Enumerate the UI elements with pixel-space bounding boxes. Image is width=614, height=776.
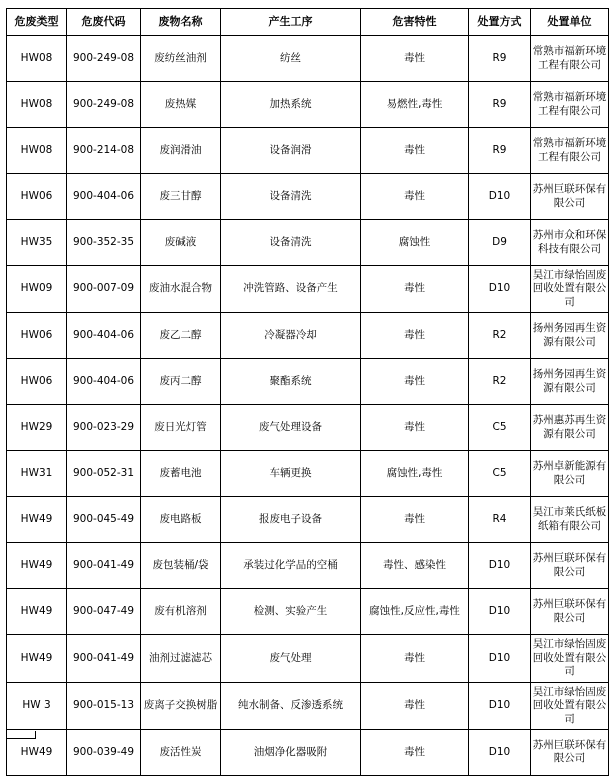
cell-process: 冷凝器冷却 [221, 313, 361, 359]
cell-process: 加热系统 [221, 82, 361, 128]
table-continuation-stub [6, 731, 36, 739]
cell-disposal: D10 [469, 266, 531, 313]
cell-unit: 苏州惠苏再生资源有限公司 [531, 405, 609, 451]
cell-unit: 苏州卓新能源有限公司 [531, 451, 609, 497]
cell-process: 设备清洗 [221, 174, 361, 220]
cell-hazard: 毒性 [361, 36, 469, 82]
cell-category: HW06 [7, 359, 67, 405]
table-row [7, 497, 609, 543]
cell-disposal: C5 [469, 451, 531, 497]
cell-category: HW31 [7, 451, 67, 497]
cell-code: 900-047-49 [67, 589, 141, 635]
cell-hazard: 毒性、感染性 [361, 543, 469, 589]
cell-code: 900-404-06 [67, 359, 141, 405]
cell-process: 油烟净化器吸附 [221, 729, 361, 775]
cell-hazard: 毒性 [361, 405, 469, 451]
cell-name: 废包装桶/袋 [141, 543, 221, 589]
cell-name: 废三甘醇 [141, 174, 221, 220]
cell-unit: 苏州巨联环保有限公司 [531, 729, 609, 775]
cell-category: HW08 [7, 82, 67, 128]
table-row [7, 451, 609, 497]
cell-unit: 昊江市绿怡固废回收处置有限公司 [531, 266, 609, 313]
cell-disposal: D10 [469, 174, 531, 220]
cell-code: 900-404-06 [67, 174, 141, 220]
cell-hazard: 毒性 [361, 682, 469, 729]
table-header [7, 9, 609, 36]
table-row [7, 266, 609, 313]
cell-name: 废日光灯管 [141, 405, 221, 451]
table-row [7, 543, 609, 589]
cell-category: HW08 [7, 36, 67, 82]
table-row [7, 635, 609, 682]
cell-hazard: 毒性 [361, 359, 469, 405]
column-header-name: 废物名称 [141, 9, 221, 36]
table-row [7, 36, 609, 82]
cell-hazard: 腐蚀性,反应性,毒性 [361, 589, 469, 635]
cell-process: 承装过化学品的空桶 [221, 543, 361, 589]
cell-disposal: R9 [469, 36, 531, 82]
cell-name: 废电路板 [141, 497, 221, 543]
cell-unit: 苏州巨联环保有限公司 [531, 543, 609, 589]
cell-unit: 常熟市福新环境工程有限公司 [531, 128, 609, 174]
column-header-hazard: 危害特性 [361, 9, 469, 36]
cell-process: 冲洗管路、设备产生 [221, 266, 361, 313]
header-row [7, 9, 609, 36]
cell-disposal: D9 [469, 220, 531, 266]
cell-category: HW06 [7, 174, 67, 220]
cell-hazard: 易燃性,毒性 [361, 82, 469, 128]
cell-unit: 扬州务园再生资源有限公司 [531, 359, 609, 405]
cell-unit: 苏州市众和环保科技有限公司 [531, 220, 609, 266]
table-row [7, 405, 609, 451]
cell-process: 纯水制备、反渗透系统 [221, 682, 361, 729]
cell-unit: 常熟市福新环境工程有限公司 [531, 82, 609, 128]
cell-hazard: 毒性 [361, 266, 469, 313]
cell-hazard: 毒性 [361, 635, 469, 682]
table-row [7, 220, 609, 266]
cell-name: 废离子交换树脂 [141, 682, 221, 729]
cell-disposal: R9 [469, 128, 531, 174]
cell-hazard: 毒性 [361, 313, 469, 359]
cell-name: 废碱液 [141, 220, 221, 266]
cell-disposal: R2 [469, 359, 531, 405]
cell-name: 废乙二醇 [141, 313, 221, 359]
cell-hazard: 毒性 [361, 497, 469, 543]
cell-code: 900-015-13 [67, 682, 141, 729]
table-row [7, 359, 609, 405]
cell-disposal: D10 [469, 635, 531, 682]
column-header-category: 危废类型 [7, 9, 67, 36]
cell-code: 900-007-09 [67, 266, 141, 313]
cell-category: HW49 [7, 543, 67, 589]
table-row [7, 174, 609, 220]
cell-name: 废热媒 [141, 82, 221, 128]
cell-hazard: 毒性 [361, 174, 469, 220]
cell-unit: 昊江市绿怡固废回收处置有限公司 [531, 635, 609, 682]
cell-process: 报废电子设备 [221, 497, 361, 543]
cell-unit: 昊江市绿怡固废回收处置有限公司 [531, 682, 609, 729]
table-body [7, 36, 609, 776]
cell-code: 900-041-49 [67, 635, 141, 682]
cell-name: 废蓄电池 [141, 451, 221, 497]
cell-hazard: 毒性 [361, 128, 469, 174]
cell-hazard: 毒性 [361, 729, 469, 775]
cell-category: HW09 [7, 266, 67, 313]
cell-code: 900-214-08 [67, 128, 141, 174]
cell-name: 废纺丝油剂 [141, 36, 221, 82]
cell-process: 聚酯系统 [221, 359, 361, 405]
cell-process: 检测、实验产生 [221, 589, 361, 635]
table-row [7, 729, 609, 775]
cell-process: 车辆更换 [221, 451, 361, 497]
cell-name: 废有机溶剂 [141, 589, 221, 635]
column-header-unit: 处置单位 [531, 9, 609, 36]
cell-category: HW49 [7, 589, 67, 635]
cell-name: 废活性炭 [141, 729, 221, 775]
hazardous-waste-table [6, 8, 609, 776]
cell-name: 废润滑油 [141, 128, 221, 174]
cell-category: HW35 [7, 220, 67, 266]
cell-disposal: R9 [469, 82, 531, 128]
cell-category: HW49 [7, 635, 67, 682]
table-row [7, 313, 609, 359]
cell-unit: 苏州巨联环保有限公司 [531, 174, 609, 220]
cell-name: 废丙二醇 [141, 359, 221, 405]
cell-name: 油剂过滤滤芯 [141, 635, 221, 682]
cell-category: HW49 [7, 729, 67, 775]
cell-process: 设备润滑 [221, 128, 361, 174]
cell-process: 废气处理 [221, 635, 361, 682]
cell-disposal: R2 [469, 313, 531, 359]
cell-code: 900-039-49 [67, 729, 141, 775]
cell-disposal: D10 [469, 682, 531, 729]
cell-code: 900-052-31 [67, 451, 141, 497]
cell-disposal: R4 [469, 497, 531, 543]
column-header-code: 危废代码 [67, 9, 141, 36]
cell-disposal: D10 [469, 543, 531, 589]
cell-unit: 扬州务园再生资源有限公司 [531, 313, 609, 359]
cell-disposal: C5 [469, 405, 531, 451]
cell-name: 废油水混合物 [141, 266, 221, 313]
cell-code: 900-023-29 [67, 405, 141, 451]
column-header-disposal: 处置方式 [469, 9, 531, 36]
cell-unit: 苏州巨联环保有限公司 [531, 589, 609, 635]
cell-process: 纺丝 [221, 36, 361, 82]
column-header-process: 产生工序 [221, 9, 361, 36]
table-row [7, 128, 609, 174]
cell-category: HW49 [7, 497, 67, 543]
cell-disposal: D10 [469, 589, 531, 635]
cell-code: 900-045-49 [67, 497, 141, 543]
cell-disposal: D10 [469, 729, 531, 775]
cell-process: 废气处理设备 [221, 405, 361, 451]
cell-unit: 常熟市福新环境工程有限公司 [531, 36, 609, 82]
cell-code: 900-249-08 [67, 82, 141, 128]
cell-code: 900-404-06 [67, 313, 141, 359]
table-row [7, 589, 609, 635]
table-row [7, 682, 609, 729]
cell-category: HW 3 [7, 682, 67, 729]
cell-category: HW29 [7, 405, 67, 451]
cell-process: 设备清洗 [221, 220, 361, 266]
cell-category: HW06 [7, 313, 67, 359]
cell-hazard: 腐蚀性,毒性 [361, 451, 469, 497]
table-row [7, 82, 609, 128]
cell-unit: 昊江市莱氏纸板纸箱有限公司 [531, 497, 609, 543]
cell-category: HW08 [7, 128, 67, 174]
cell-hazard: 腐蚀性 [361, 220, 469, 266]
cell-code: 900-041-49 [67, 543, 141, 589]
cell-code: 900-249-08 [67, 36, 141, 82]
cell-code: 900-352-35 [67, 220, 141, 266]
